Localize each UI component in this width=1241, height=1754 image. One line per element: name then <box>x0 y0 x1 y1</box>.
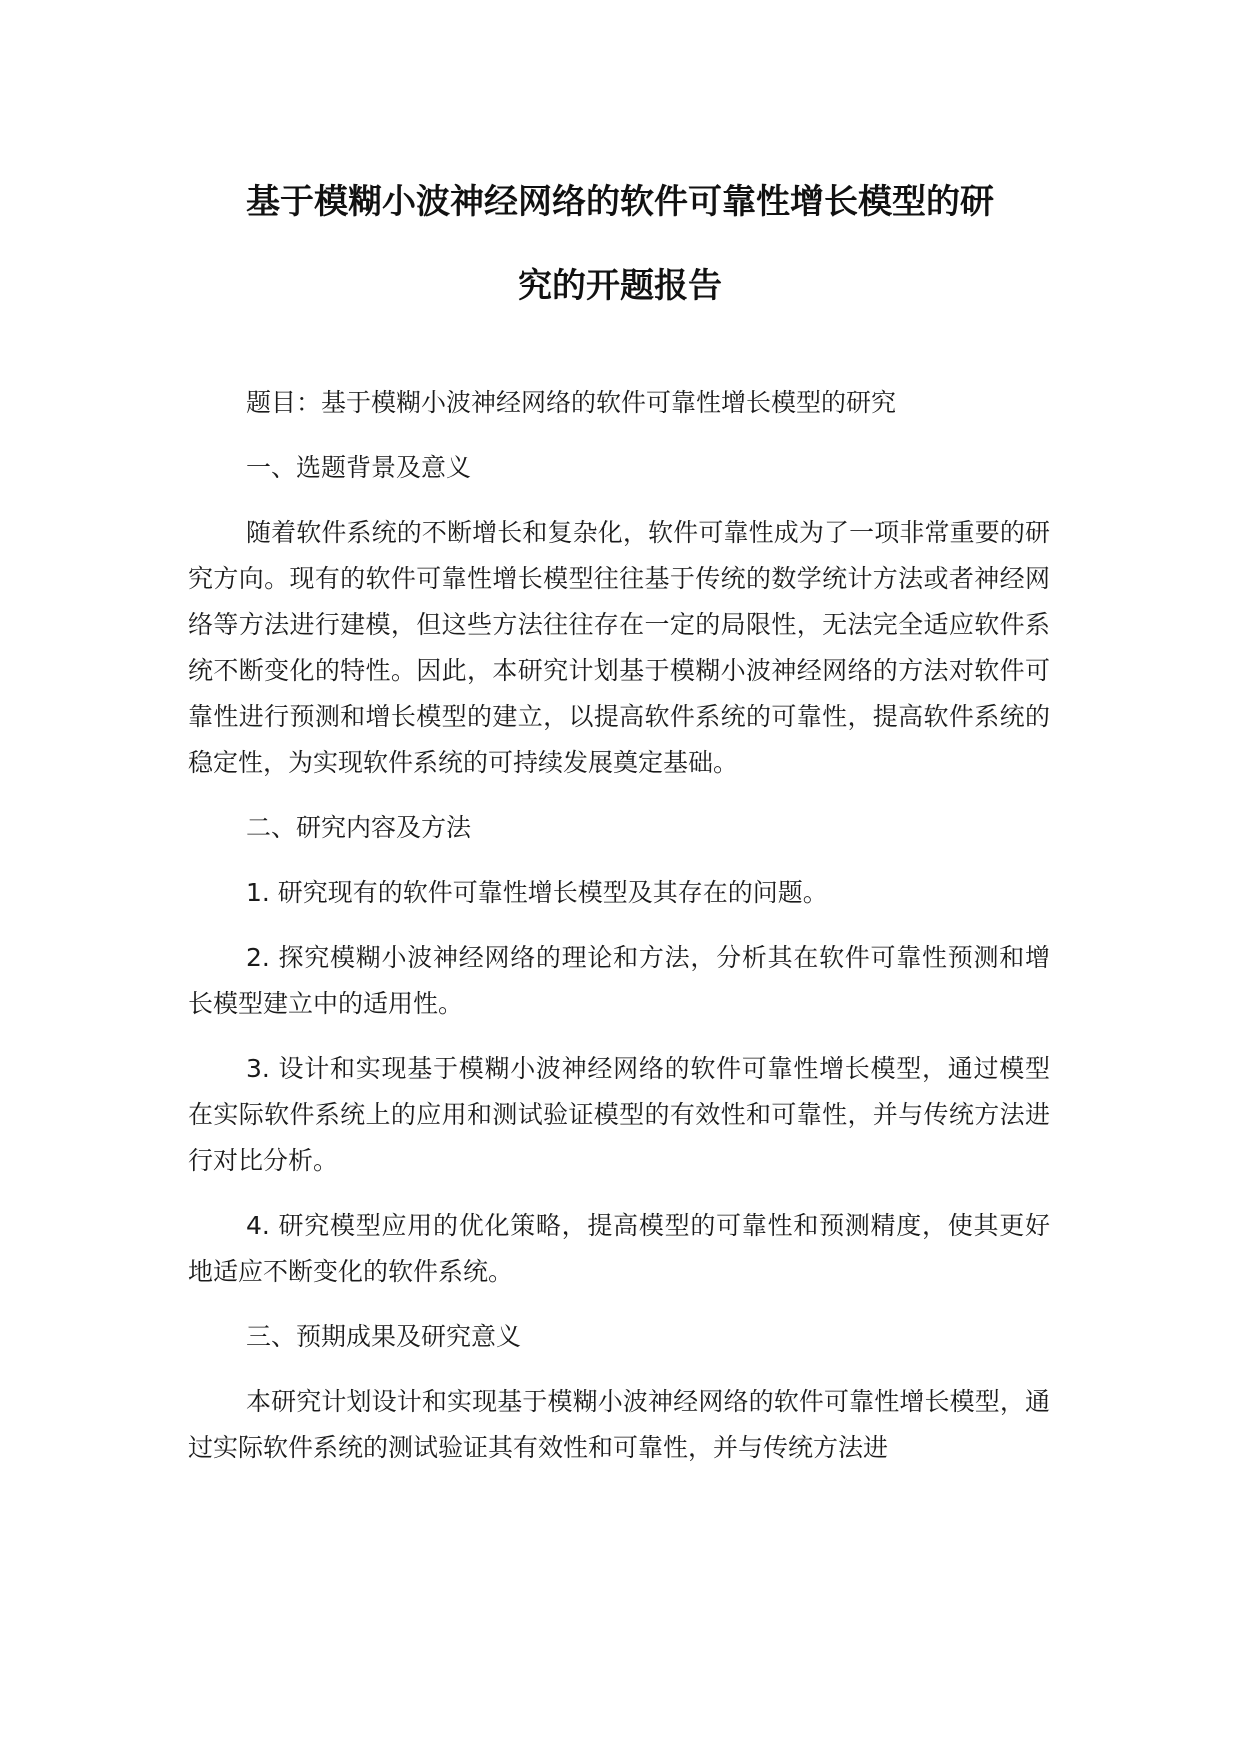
document-title-line-2: 究的开题报告 <box>518 266 722 306</box>
list-item-1: 1. 研究现有的软件可靠性增长模型及其存在的问题。 <box>246 878 828 907</box>
list-item-4: 4. 研究模型应用的优化策略，提高模型的可靠性和预测精度，使其更好地适应不断变化的软件系统。 <box>188 1211 1050 1286</box>
topic-line: 题目：基于模糊小波神经网络的软件可靠性增长模型的研究 <box>246 388 897 417</box>
document-title-line-1: 基于模糊小波神经网络的软件可靠性增长模型的研 <box>246 182 994 222</box>
list-item-3: 3. 设计和实现基于模糊小波神经网络的软件可靠性增长模型，通过模型在实际软件系统上的应用和测试验证模型的有效性和可靠性，并与传统方法进行对比分析。 <box>188 1054 1050 1175</box>
section-heading-background: 一、选题背景及意义 <box>246 453 472 482</box>
document-body <box>188 380 1050 1490</box>
background-paragraph: 随着软件系统的不断增长和复杂化，软件可靠性成为了一项非常重要的研究方向。现有的软件可靠性增长模型往往基于传统的数学统计方法或者神经网络等方法进行建模，但这些方法往往存在一定的局限性，无法完全适应软件系统不断变化的特性。因此，本研究计划基于模糊小波神经网络的方法对软件可靠性进行预测和增长模型的建立，以提高软件系统的可靠性，提高软件系统的稳定性，为实现软件系统的可持续发展奠定基础。 <box>188 518 1050 777</box>
expected-results-paragraph: 本研究计划设计和实现基于模糊小波神经网络的软件可靠性增长模型，通过实际软件系统的测试验证其有效性和可靠性，并与传统方法进 <box>188 1387 1050 1462</box>
section-heading-content-methods: 二、研究内容及方法 <box>246 813 472 842</box>
section-heading-expected-results: 三、预期成果及研究意义 <box>246 1322 522 1351</box>
list-item-2: 2. 探究模糊小波神经网络的理论和方法，分析其在软件可靠性预测和增长模型建立中的适用性。 <box>188 943 1050 1018</box>
